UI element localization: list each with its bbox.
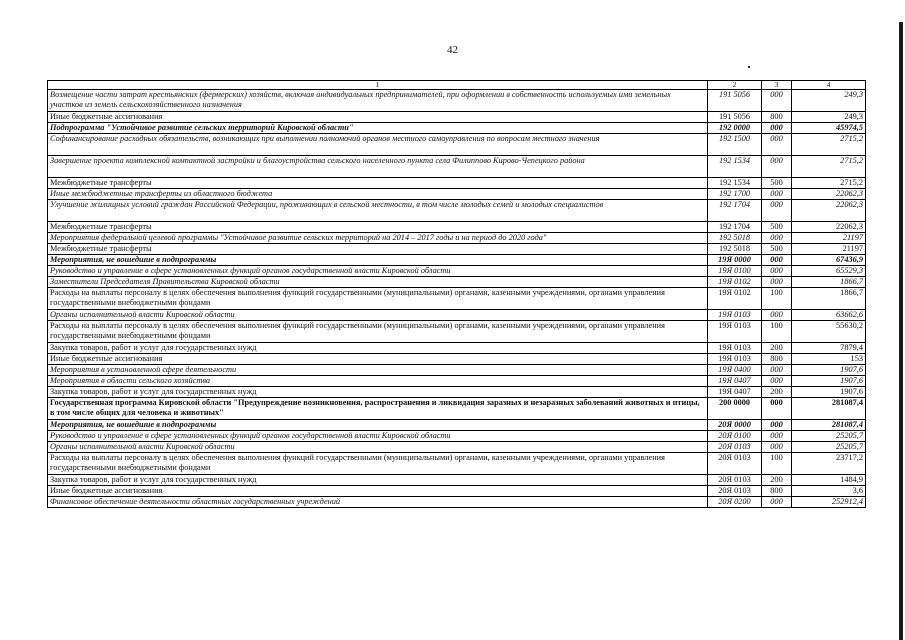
row-name-cell: Иные бюджетные ассигнования — [48, 354, 708, 365]
table-row — [48, 112, 866, 123]
row-sum-cell: 25205,7 — [792, 431, 866, 442]
table-row — [48, 134, 866, 156]
row-code-cell: 19Я 0103 — [708, 343, 762, 354]
table-row — [48, 376, 866, 387]
table-row — [48, 90, 866, 112]
row-expense-type-cell: 800 — [762, 112, 792, 123]
header-cell-type: 3 — [762, 81, 792, 90]
table-row — [48, 321, 866, 343]
row-sum-cell: 22062,3 — [792, 200, 866, 222]
row-sum-cell: 281087,4 — [792, 420, 866, 431]
table-row — [48, 288, 866, 310]
table-row — [48, 387, 866, 398]
row-code-cell: 20Я 0103 — [708, 486, 762, 497]
row-code-cell: 192 5018 — [708, 244, 762, 255]
row-sum-cell: 153 — [792, 354, 866, 365]
table-row — [48, 453, 866, 475]
table-row — [48, 200, 866, 222]
table-row — [48, 244, 866, 255]
table-row — [48, 156, 866, 178]
row-name-cell: Государственная программа Кировской области "Предупреждение возникновения, распространения и ликвидация заразных и незаразных заболеваний животных и птицы, в том числе общих для человека и животных" — [48, 398, 708, 420]
table-row — [48, 354, 866, 365]
row-expense-type-cell: 200 — [762, 387, 792, 398]
row-expense-type-cell: 000 — [762, 233, 792, 244]
row-code-cell: 20Я 0103 — [708, 475, 762, 486]
row-expense-type-cell: 200 — [762, 343, 792, 354]
table-row — [48, 123, 866, 134]
header-cell-name: 1 — [48, 81, 708, 90]
row-code-cell: 200 0000 — [708, 398, 762, 420]
row-name-cell: Иные бюджетные ассигнования — [48, 486, 708, 497]
row-code-cell: 192 1700 — [708, 189, 762, 200]
row-sum-cell: 63662,6 — [792, 310, 866, 321]
row-name-cell: Расходы на выплаты персоналу в целях обеспечения выполнения функций государственными (муниципальными) органами, казенными учреждениями, органами управления государственными внебюджетными фондами — [48, 321, 708, 343]
row-expense-type-cell: 000 — [762, 442, 792, 453]
row-code-cell: 19Я 0103 — [708, 321, 762, 343]
table-row — [48, 486, 866, 497]
row-code-cell: 20Я 0103 — [708, 453, 762, 475]
row-name-cell: Иные бюджетные ассигнования — [48, 112, 708, 123]
row-name-cell: Мероприятия в области сельского хозяйства — [48, 376, 708, 387]
row-name-cell: Органы исполнительной власти Кировской области — [48, 442, 708, 453]
row-sum-cell: 45974,5 — [792, 123, 866, 134]
row-name-cell: Межбюджетные трансферты — [48, 222, 708, 233]
row-code-cell: 19Я 0102 — [708, 288, 762, 310]
row-sum-cell: 22062,3 — [792, 222, 866, 233]
row-code-cell: 192 5018 — [708, 233, 762, 244]
row-sum-cell: 1866,7 — [792, 288, 866, 310]
row-sum-cell: 3,6 — [792, 486, 866, 497]
row-name-cell: Руководство и управление в сфере установленных функций органов государственной власти Кировской области — [48, 266, 708, 277]
row-sum-cell: 55630,2 — [792, 321, 866, 343]
row-name-cell: Закупка товаров, работ и услуг для государственных нужд — [48, 475, 708, 486]
budget-table — [47, 80, 866, 508]
row-code-cell: 19Я 0000 — [708, 255, 762, 266]
row-expense-type-cell: 000 — [762, 255, 792, 266]
row-sum-cell: 67436,9 — [792, 255, 866, 266]
row-expense-type-cell: 000 — [762, 123, 792, 134]
row-name-cell: Завершение проекта комплексной компактной застройки и благоустройства сельского населенного пункта села Филиппово Кирово-Чепецкого района — [48, 156, 708, 178]
row-sum-cell: 1866,7 — [792, 277, 866, 288]
table-header-row — [48, 81, 866, 90]
row-expense-type-cell: 000 — [762, 277, 792, 288]
row-expense-type-cell: 100 — [762, 453, 792, 475]
row-code-cell: 19Я 0400 — [708, 365, 762, 376]
row-expense-type-cell: 000 — [762, 431, 792, 442]
row-code-cell: 20Я 0000 — [708, 420, 762, 431]
scan-speck — [748, 66, 750, 68]
row-expense-type-cell: 000 — [762, 376, 792, 387]
row-code-cell: 19Я 0100 — [708, 266, 762, 277]
row-code-cell: 19Я 0102 — [708, 277, 762, 288]
row-name-cell: Расходы на выплаты персоналу в целях обеспечения выполнения функций государственными (муниципальными) органами, казенными учреждениями, органами управления государственными внебюджетными фондами — [48, 453, 708, 475]
row-name-cell: Мероприятия федеральной целевой программы "Устойчивое развитие сельских территорий на 2014 – 2017 годы и на период до 2020 года" — [48, 233, 708, 244]
row-sum-cell: 249,3 — [792, 90, 866, 112]
row-name-cell: Расходы на выплаты персоналу в целях обеспечения выполнения функций государственными (муниципальными) органами, казенными учреждениями, органами управления государственными внебюджетными фондами — [48, 288, 708, 310]
row-sum-cell: 252912,4 — [792, 497, 866, 508]
table-row — [48, 310, 866, 321]
row-expense-type-cell: 000 — [762, 189, 792, 200]
row-sum-cell: 7879,4 — [792, 343, 866, 354]
row-sum-cell: 1484,9 — [792, 475, 866, 486]
table-row — [48, 277, 866, 288]
table-row — [48, 431, 866, 442]
row-code-cell: 192 0000 — [708, 123, 762, 134]
row-expense-type-cell: 000 — [762, 200, 792, 222]
row-name-cell: Подпрограмма "Устойчивое развитие сельских территорий Кировской области" — [48, 123, 708, 134]
row-name-cell: Софинансирование расходных обязательств, возникающих при выполнении полномочий органов местного самоуправления по вопросам местного значения — [48, 134, 708, 156]
row-sum-cell: 2715,2 — [792, 178, 866, 189]
row-expense-type-cell: 800 — [762, 486, 792, 497]
row-code-cell: 20Я 0100 — [708, 431, 762, 442]
header-cell-sum: 4 — [792, 81, 866, 90]
row-expense-type-cell: 100 — [762, 321, 792, 343]
row-name-cell: Мероприятия в установленной сфере деятельности — [48, 365, 708, 376]
table-row — [48, 420, 866, 431]
page-number: 42 — [447, 44, 458, 56]
row-sum-cell: 1907,6 — [792, 376, 866, 387]
row-code-cell: 191 5056 — [708, 90, 762, 112]
row-name-cell: Межбюджетные трансферты — [48, 178, 708, 189]
row-expense-type-cell: 000 — [762, 497, 792, 508]
row-sum-cell: 23717,2 — [792, 453, 866, 475]
row-sum-cell: 25205,7 — [792, 442, 866, 453]
row-sum-cell: 281087,4 — [792, 398, 866, 420]
row-code-cell: 19Я 0407 — [708, 387, 762, 398]
table-row — [48, 365, 866, 376]
scan-edge — [899, 22, 903, 640]
row-name-cell: Улучшение жилищных условий граждан Российской Федерации, проживающих в сельской местности, в том числе молодых семей и молодых специалистов — [48, 200, 708, 222]
row-name-cell: Заместители Председателя Правительства Кировской области — [48, 277, 708, 288]
row-name-cell: Органы исполнительной власти Кировской области — [48, 310, 708, 321]
row-code-cell: 20Я 0103 — [708, 442, 762, 453]
table-row — [48, 442, 866, 453]
row-sum-cell: 1907,6 — [792, 365, 866, 376]
row-expense-type-cell: 000 — [762, 266, 792, 277]
row-expense-type-cell: 000 — [762, 156, 792, 178]
row-expense-type-cell: 200 — [762, 475, 792, 486]
row-code-cell: 19Я 0103 — [708, 354, 762, 365]
table-row — [48, 266, 866, 277]
row-name-cell: Мероприятия, не вошедшие в подпрограммы — [48, 255, 708, 266]
row-expense-type-cell: 100 — [762, 288, 792, 310]
row-code-cell: 192 1534 — [708, 156, 762, 178]
row-expense-type-cell: 000 — [762, 310, 792, 321]
row-name-cell: Межбюджетные трансферты — [48, 244, 708, 255]
row-expense-type-cell: 800 — [762, 354, 792, 365]
table-row — [48, 497, 866, 508]
row-code-cell: 192 1534 — [708, 178, 762, 189]
row-sum-cell: 2715,2 — [792, 156, 866, 178]
row-name-cell: Иные межбюджетные трансферты из областного бюджета — [48, 189, 708, 200]
row-name-cell: Закупка товаров, работ и услуг для государственных нужд — [48, 387, 708, 398]
row-expense-type-cell: 000 — [762, 398, 792, 420]
table-row — [48, 398, 866, 420]
row-code-cell: 192 1704 — [708, 222, 762, 233]
row-name-cell: Руководство и управление в сфере установленных функций органов государственной власти Кировской области — [48, 431, 708, 442]
row-name-cell: Закупка товаров, работ и услуг для государственных нужд — [48, 343, 708, 354]
row-expense-type-cell: 500 — [762, 178, 792, 189]
row-code-cell: 20Я 0200 — [708, 497, 762, 508]
row-name-cell: Мероприятия, не вошедшие в подпрограммы — [48, 420, 708, 431]
row-sum-cell: 22062,3 — [792, 189, 866, 200]
table-row — [48, 255, 866, 266]
row-code-cell: 191 5056 — [708, 112, 762, 123]
row-sum-cell: 21197 — [792, 244, 866, 255]
row-name-cell: Возмещение части затрат крестьянских (фермерских) хозяйств, включая индивидуальных предпринимателей, при оформлении в собственность используемых ими земельных участков из земель сельскохозяйственного назначения — [48, 90, 708, 112]
row-code-cell: 19Я 0407 — [708, 376, 762, 387]
row-sum-cell: 65529,3 — [792, 266, 866, 277]
row-expense-type-cell: 000 — [762, 90, 792, 112]
row-sum-cell: 249,3 — [792, 112, 866, 123]
row-name-cell: Финансовое обеспечение деятельности областных государственных учреждений — [48, 497, 708, 508]
row-code-cell: 192 1704 — [708, 200, 762, 222]
row-code-cell: 19Я 0103 — [708, 310, 762, 321]
row-sum-cell: 1907,6 — [792, 387, 866, 398]
table-row — [48, 343, 866, 354]
row-expense-type-cell: 000 — [762, 134, 792, 156]
table-row — [48, 178, 866, 189]
table-row — [48, 475, 866, 486]
row-expense-type-cell: 500 — [762, 222, 792, 233]
row-sum-cell: 21197 — [792, 233, 866, 244]
row-expense-type-cell: 000 — [762, 365, 792, 376]
table-row — [48, 189, 866, 200]
row-expense-type-cell: 500 — [762, 244, 792, 255]
row-sum-cell: 2715,2 — [792, 134, 866, 156]
header-cell-code: 2 — [708, 81, 762, 90]
table-row — [48, 233, 866, 244]
table-row — [48, 222, 866, 233]
row-code-cell: 192 1500 — [708, 134, 762, 156]
row-expense-type-cell: 000 — [762, 420, 792, 431]
